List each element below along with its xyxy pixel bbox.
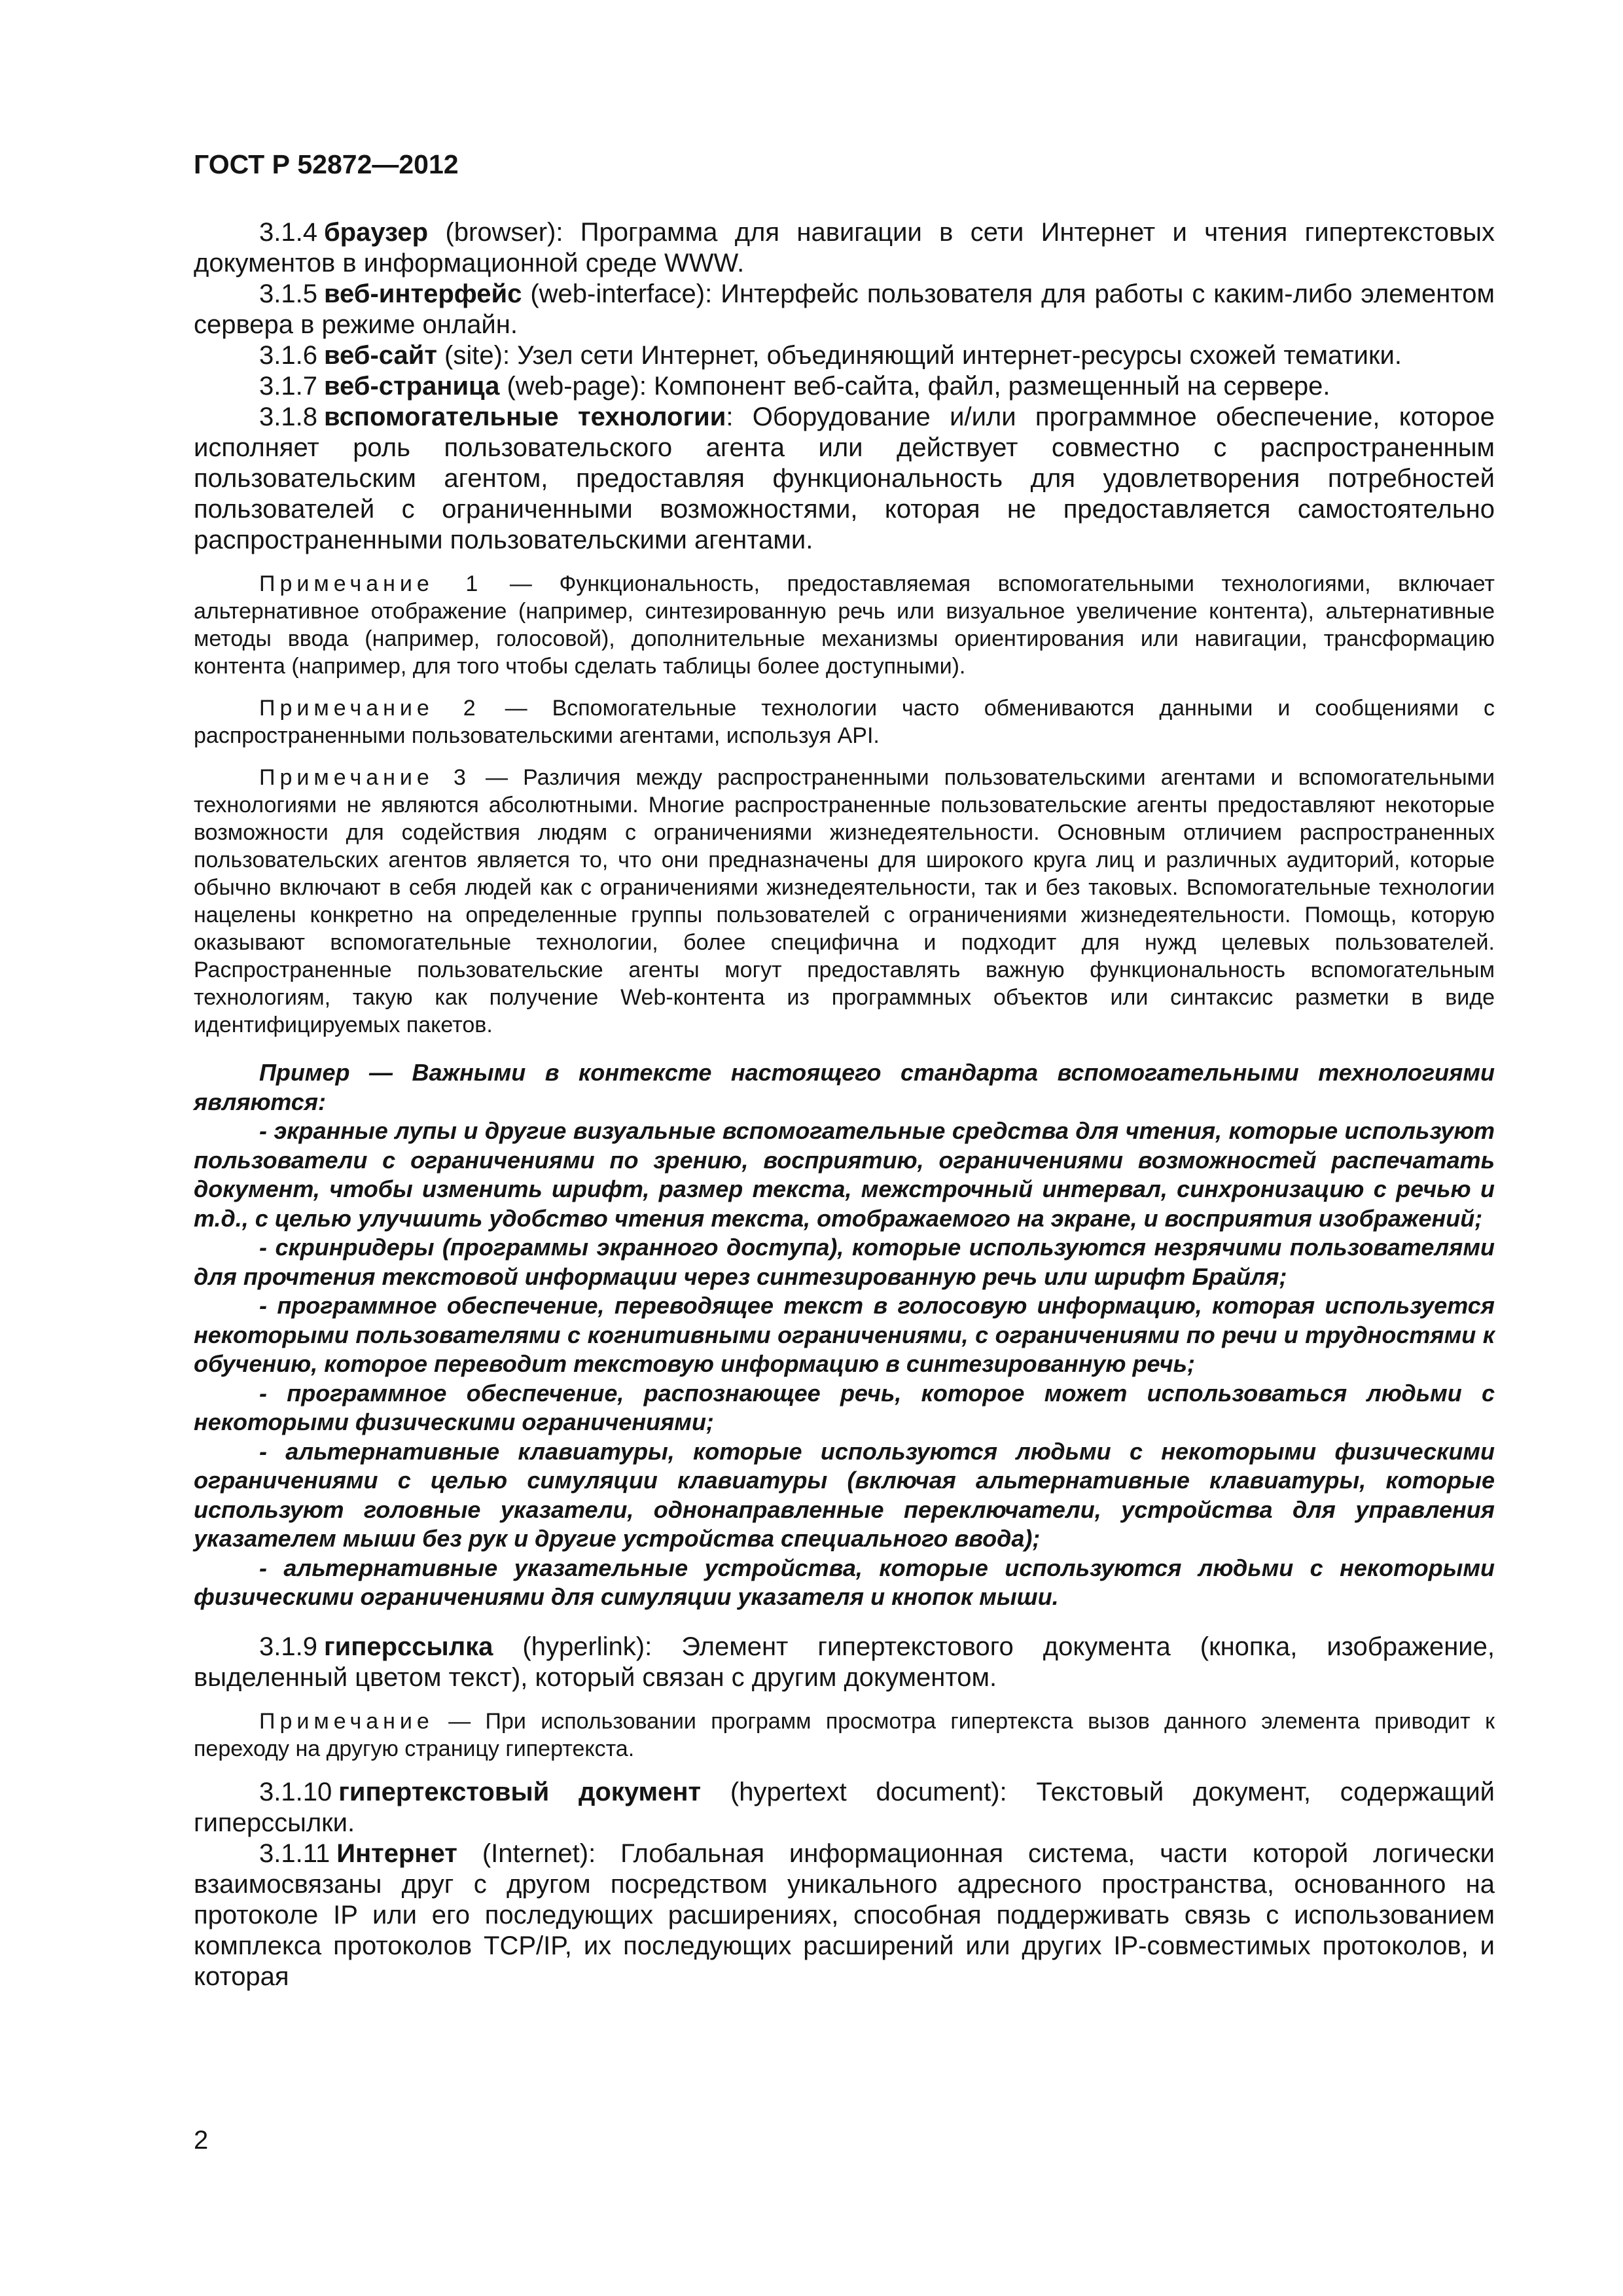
example-item: - скринридеры (программы экранного доступа), которые используются незрячими пользователями для прочтения текстовой информации через синтезированную речь или шрифт Брайля;	[194, 1234, 1495, 1290]
definition-3-1-11	[194, 1839, 1495, 1992]
definition-text: (hypertext document): Текстовый документ, содержащий гиперссылки.	[194, 1777, 1495, 1837]
term: веб-сайт	[323, 341, 437, 370]
page-number: 2	[194, 2126, 209, 2155]
note-2	[194, 694, 1495, 749]
note-hyperlink	[194, 1708, 1495, 1763]
definition-3-1-4	[194, 217, 1495, 279]
term: браузер	[323, 218, 429, 247]
section-number: 3.1.10	[259, 1777, 332, 1806]
section-number: 3.1.11	[259, 1839, 330, 1868]
section-number: 3.1.5	[259, 279, 317, 308]
note-3	[194, 764, 1495, 1039]
definition-text: (web-interface): Интерфейс пользователя для работы с каким-либо элементом сервера в режиме онлайн.	[194, 279, 1495, 339]
term: Интернет	[336, 1839, 457, 1868]
term: вспомогательные технологии	[323, 403, 726, 431]
term: веб-страница	[323, 372, 500, 401]
example-item: - экранные лупы и другие визуальные вспомогательные средства для чтения, которые используют пользователи с ограничениями по зрению, восприятию, ограничениями возможностей распечатать документ, чтобы изменить шрифт, размер текста, межстрочный интервал, синхронизацию с речью и т.д., с целью улучшить удобство чтения текста, отображаемого на экране, и восприятия изображений;	[194, 1117, 1495, 1232]
note-text: — При использовании программ просмотра гипертекста вызов данного элемента приводит к переходу на другую страницу гипертекста.	[194, 1708, 1495, 1761]
note-text: — Вспомогательные технологии часто обмениваются данными и сообщениями с распространенными пользовательскими агентами, используя API.	[194, 696, 1495, 748]
example-item: - программное обеспечение, переводящее текст в голосовую информацию, которая используется некоторыми пользователями с когнитивными ограничениями, с ограничениями по речи и трудностями к обучению, которое переводит текстовую информацию в синтезированную речь;	[194, 1292, 1495, 1377]
term: веб-интерфейс	[323, 279, 522, 308]
definition-3-1-5	[194, 279, 1495, 340]
section-number: 3.1.6	[259, 341, 317, 370]
note-text: — Функциональность, предоставляемая вспомогательными технологиями, включает альтернативное отображение (например, синтезированную речь или визуальное увеличение контента), альтернативные методы ввода (например, голосовой), дополнительные механизмы ориентирования или навигации, трансформацию контента (например, для того чтобы сделать таблицы более доступными).	[194, 571, 1495, 679]
example-item: - альтернативные клавиатуры, которые используются людьми с некоторыми физическими ограничениями с целью симуляции клавиатуры (включая альтернативные клавиатуры, которые используют головные указатели, однонаправленные переключатели, устройства для управления указателем мыши без рук и другие устройства специального ввода);	[194, 1437, 1495, 1552]
definition-text: : Оборудование и/или программное обеспечение, которое исполняет роль пользовательского агента или действует совместно с распространенным пользовательским агентом, предоставляя функциональность для удовлетворения потребностей пользователей с ограниченными возможностями, которая не предоставляется самостоятельно распространенными пользовательскими агентами.	[194, 403, 1495, 554]
section-number: 3.1.9	[259, 1632, 317, 1661]
note-label: Примечание 1	[259, 571, 483, 596]
definition-text: (Internet): Глобальная информационная система, части которой логически взаимосвязаны друг с другом посредством уникального адресного пространства, основанного на протоколе IP или его последующих расширениях, способная поддерживать связь с использованием комплекса протоколов TCP/IP, их последующих расширений или других IP-совместимых протоколов, и которая	[194, 1839, 1495, 1991]
section-number: 3.1.7	[259, 372, 317, 401]
definition-text: (site): Узел сети Интернет, объединяющий интернет-ресурсы схожей тематики.	[437, 341, 1402, 370]
definition-3-1-9	[194, 1632, 1495, 1693]
note-1	[194, 570, 1495, 680]
note-label: Примечание 3	[259, 765, 471, 790]
example-item: - программное обеспечение, распознающее речь, которое может использоваться людьми с некоторыми физическими ограничениями;	[194, 1379, 1495, 1435]
definition-3-1-8	[194, 402, 1495, 556]
example-item: - альтернативные указательные устройства, которые используются людьми с некоторыми физическими ограничениями для симуляции указателя и кнопок мыши.	[194, 1554, 1495, 1610]
term: гипертекстовый документ	[338, 1777, 702, 1806]
note-label: Примечание	[259, 1708, 434, 1734]
definition-text: (web-page): Компонент веб-сайта, файл, размещенный на сервере.	[499, 372, 1330, 401]
document-header: ГОСТ Р 52872—2012	[194, 149, 459, 179]
term: гиперссылка	[323, 1632, 493, 1661]
definition-3-1-6	[194, 340, 1495, 371]
note-text: — Различия между распространенными пользовательскими агентами и вспомогательными технологиями не являются абсолютными. Многие распространенные пользовательские агенты предоставляют некоторые возможности для содействия людям с ограничениями жизнедеятельности. Основным отличием распространенных пользовательских агентов является то, что они предназначены для широкого круга лиц и различных аудиторий, которые обычно включают в себя людей как с ограничениями жизнедеятельности, так и без таковых. Вспомогательные технологии нацелены конкретно на определенные группы пользователей с ограничениями жизнедеятельности. Помощь, которую оказывают вспомогательные технологии, более специфична и подходит для нужд целевых пользователей. Распространенные пользовательские агенты могут предоставлять важную функциональность вспомогательным технологиям, такую как получение Web-контента из программных объектов или синтаксис разметки в виде идентифицируемых пакетов.	[194, 765, 1495, 1037]
example-intro: Пример — Важными в контексте настоящего стандарта вспомогательными технологиями являются:	[194, 1059, 1495, 1115]
definition-text: (browser): Программа для навигации в сети Интернет и чтения гипертекстовых документов в информационной среде WWW.	[194, 218, 1495, 278]
definition-text: (hyperlink): Элемент гипертекстового документа (кнопка, изображение, выделенный цветом текст), который связан с другим документом.	[194, 1632, 1495, 1692]
document-page	[194, 148, 1495, 1992]
definition-3-1-10	[194, 1777, 1495, 1839]
section-number: 3.1.8	[259, 403, 317, 431]
section-number: 3.1.4	[259, 218, 317, 247]
definition-3-1-7	[194, 371, 1495, 402]
note-label: Примечание 2	[259, 696, 480, 721]
